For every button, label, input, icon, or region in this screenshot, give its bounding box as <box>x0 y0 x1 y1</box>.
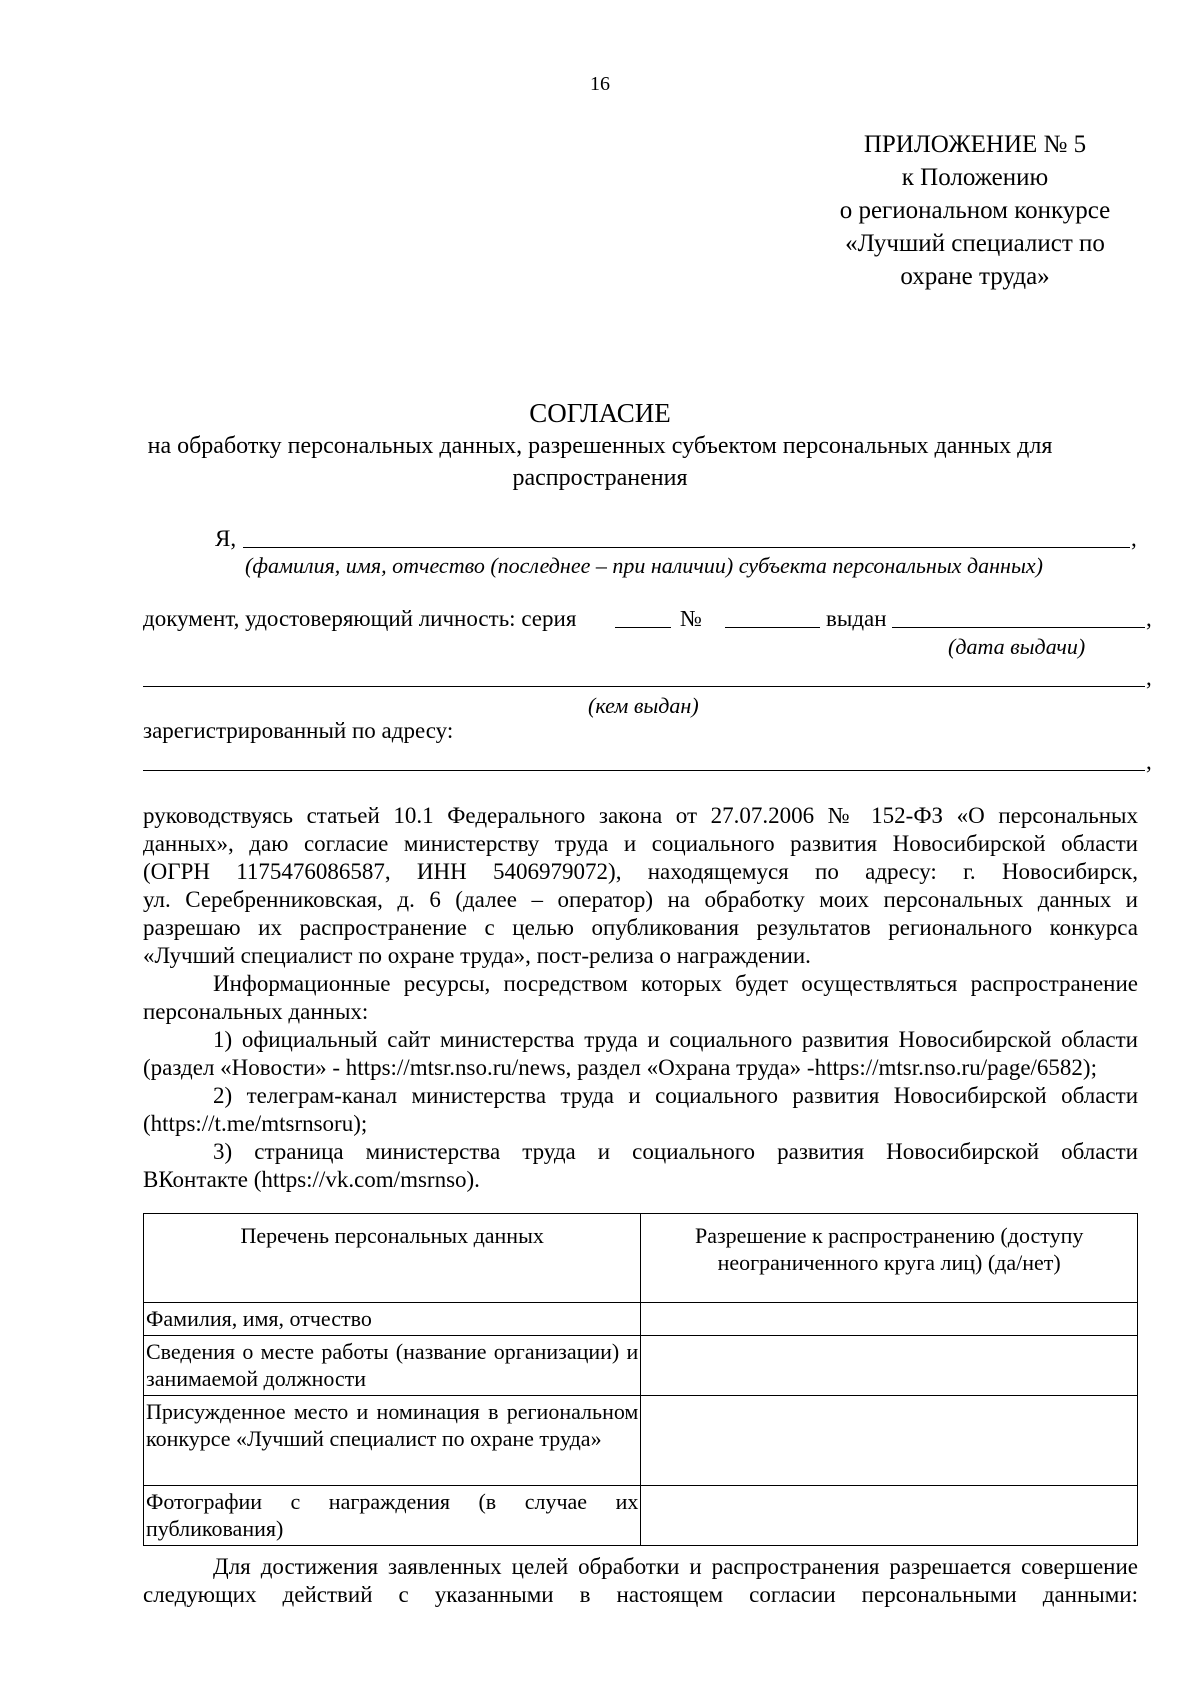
document-subtitle: на обработку персональных данных, разрешенных субъектом персональных данных для распространения <box>147 433 1053 491</box>
body-line: данных», даю согласие министерству труда и социального развития Новосибирской области <box>143 831 1138 856</box>
personal-data-table <box>143 1213 1138 1546</box>
footer-line: следующих действий с указанными в настоящем согласии персональными данными: <box>143 1582 1138 1607</box>
comma: , <box>1146 665 1152 690</box>
resource-item: 3) страница министерства труда и социального развития Новосибирской области <box>213 1139 1138 1164</box>
table-header-cell: Перечень персональных данных <box>144 1214 641 1303</box>
fio-field[interactable] <box>243 547 1130 548</box>
number-field[interactable] <box>725 627 820 628</box>
table-cell-item: Фамилия, имя, отчество <box>144 1303 641 1336</box>
resource-item: ВКонтакте (https://vk.com/msrnso). <box>143 1167 480 1192</box>
table-cell-item: Сведения о месте работы (название организации) и занимаемой должности <box>144 1336 641 1396</box>
table-cell-permission[interactable] <box>641 1396 1138 1486</box>
table-cell-permission[interactable] <box>641 1486 1138 1546</box>
resource-item: 1) официальный сайт министерства труда и социального развития Новосибирской области <box>213 1027 1138 1052</box>
table-cell-item: Фотографии с награждения (в случае их публикования) <box>144 1486 641 1546</box>
resource-item: (https://t.me/mtsrnsoru); <box>143 1111 368 1136</box>
table-cell-permission[interactable] <box>641 1336 1138 1396</box>
table-row <box>144 1396 1138 1486</box>
table-row <box>144 1336 1138 1396</box>
appendix-line: «Лучший специалист по <box>845 230 1105 257</box>
body-line: «Лучший специалист по охране труда», пост-релиза о награждении. <box>143 943 811 968</box>
resource-item: (раздел «Новости» - https://mtsr.nso.ru/news, раздел «Охрана труда» -https://mtsr.nso.ru/page/6582); <box>143 1055 1097 1080</box>
appendix-line: ПРИЛОЖЕНИЕ № 5 <box>863 131 1087 158</box>
issued-by-field[interactable] <box>143 686 1145 687</box>
body-line: разрешаю их распространение с целью опубликования результатов регионального конкурса <box>143 915 1138 940</box>
body-line: (ОГРН 1175476086587, ИНН 5406979072), находящемуся по адресу: г. Новосибирск, <box>143 859 1138 884</box>
document-title: СОГЛАСИЕ <box>529 398 671 428</box>
table-row <box>144 1303 1138 1336</box>
address-field[interactable] <box>143 770 1145 771</box>
table-cell-item: Присужденное место и номинация в региональном конкурсе «Лучший специалист по охране труда» <box>144 1396 641 1486</box>
comma: , <box>1146 606 1152 631</box>
issued-label: выдан <box>826 606 887 631</box>
body-line: ул. Серебренниковская, д. 6 (далее – оператор) на обработку моих персональных данных и <box>143 887 1138 912</box>
i-prefix: Я, <box>215 526 237 551</box>
body-line: Информационные ресурсы, посредством которых будет осуществляться распространение <box>213 971 1138 996</box>
number-label: № <box>680 606 702 631</box>
page-number: 16 <box>590 73 610 95</box>
appendix-line: к Положению <box>901 164 1049 191</box>
table-header-row <box>144 1214 1138 1303</box>
body-line: руководствуясь статьей 10.1 Федерального закона от 27.07.2006 № 152-ФЗ «О персональных <box>143 803 1138 828</box>
body-line: персональных данных: <box>143 999 369 1024</box>
series-field[interactable] <box>615 627 671 628</box>
comma: , <box>1131 526 1137 551</box>
appendix-line: охране труда» <box>900 263 1050 290</box>
fio-caption: (фамилия, имя, отчество (последнее – при наличии) субъекта персональных данных) <box>245 553 1043 578</box>
issue-date-caption: (дата выдачи) <box>948 634 1086 659</box>
document-label: документ, удостоверяющий личность: серия <box>143 606 577 631</box>
comma: , <box>1146 749 1152 774</box>
table-row <box>144 1486 1138 1546</box>
table-cell-permission[interactable] <box>641 1303 1138 1336</box>
table-header-cell: Разрешение к распространению (доступу неограниченного круга лиц) (да/нет) <box>641 1214 1138 1303</box>
resource-item: 2) телеграм-канал министерства труда и социального развития Новосибирской области <box>213 1083 1138 1108</box>
address-label: зарегистрированный по адресу: <box>143 718 454 743</box>
issue-date-field[interactable] <box>892 627 1145 628</box>
appendix-header <box>760 128 1190 293</box>
appendix-line: о региональном конкурсе <box>839 197 1111 224</box>
footer-line: Для достижения заявленных целей обработки и распространения разрешается совершение <box>213 1554 1138 1579</box>
issued-by-caption: (кем выдан) <box>588 693 699 718</box>
